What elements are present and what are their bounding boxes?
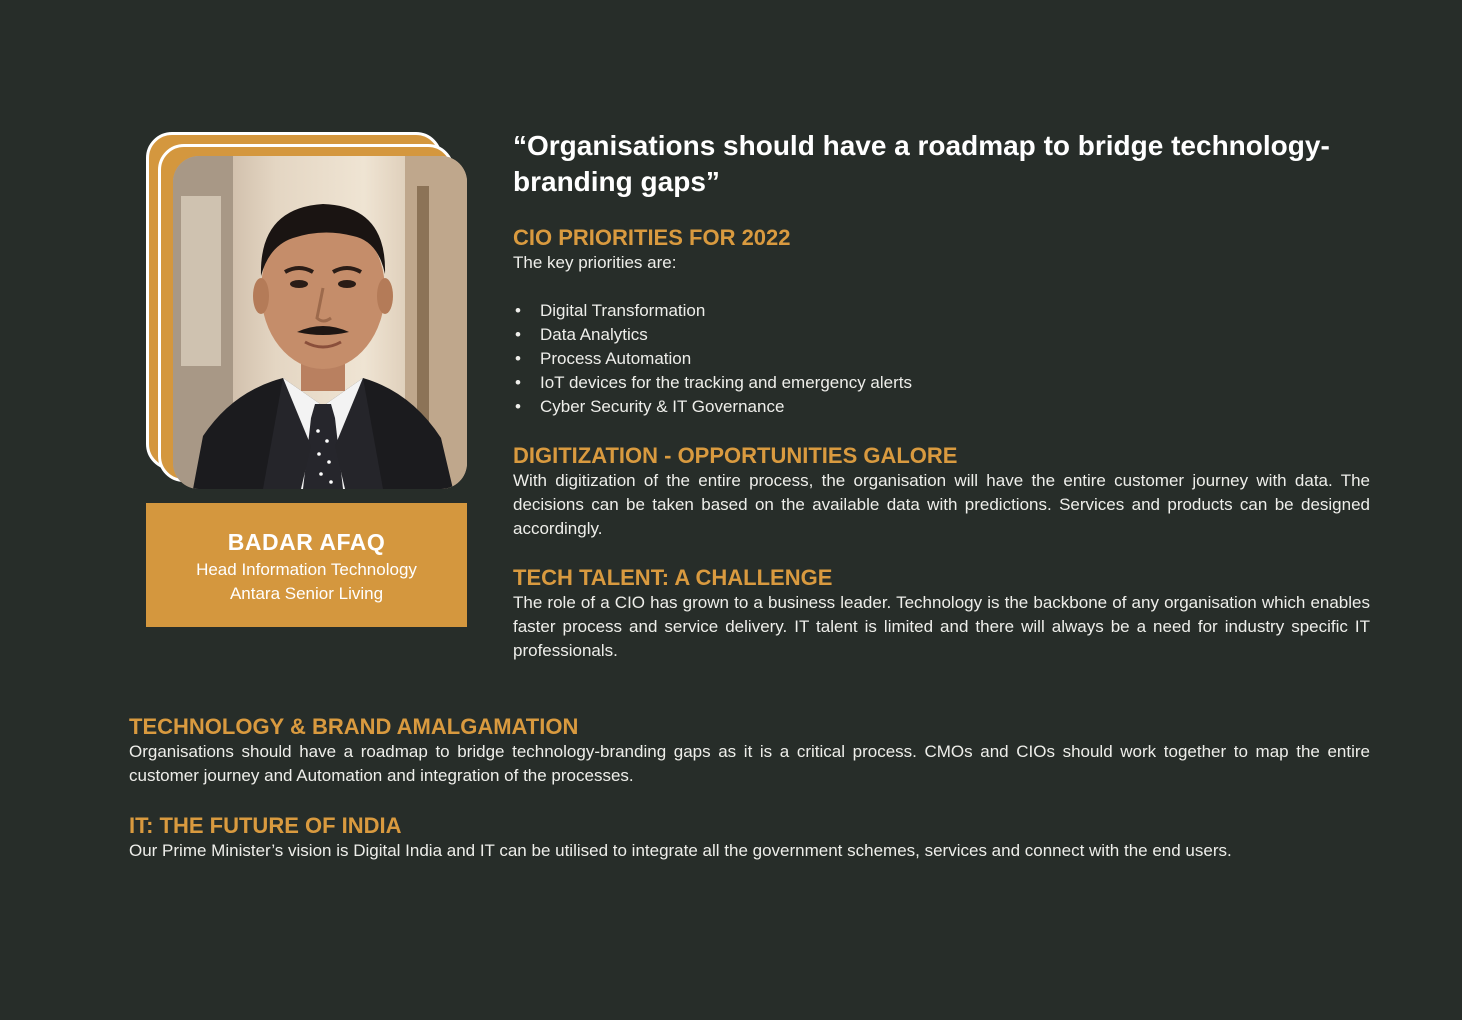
section-tech-talent xyxy=(513,565,1370,663)
profile-role: Head Information Technology xyxy=(196,560,417,579)
section-heading: IT: THE FUTURE OF INDIA xyxy=(129,813,402,838)
portrait-photo xyxy=(173,156,467,489)
section-heading: DIGITIZATION - OPPORTUNITIES GALORE xyxy=(513,443,958,468)
section-future-india xyxy=(129,813,1370,863)
section-body: Our Prime Minister’s vision is Digital India and IT can be utilised to integrate all the government schemes, services and connect with the end users. xyxy=(129,841,1232,860)
list-item: • IoT devices for the tracking and emergency alerts xyxy=(513,371,1373,395)
section-body: The role of a CIO has grown to a business leader. Technology is the backbone of any organisation which enables faster process and service delivery. IT talent is limited and there will always be a need for industry specific IT professionals. xyxy=(513,593,1370,660)
section-heading: TECHNOLOGY & BRAND AMALGAMATION xyxy=(129,714,579,739)
section-intro: The key priorities are: xyxy=(513,253,677,272)
section-heading: CIO PRIORITIES FOR 2022 xyxy=(513,225,791,250)
profile-name: BADAR AFAQ xyxy=(227,529,386,555)
list-item: • Process Automation xyxy=(513,347,1373,371)
list-item: • Cyber Security & IT Governance xyxy=(513,395,1373,419)
section-cio-priorities xyxy=(513,225,1373,419)
section-amalgamation xyxy=(129,714,1370,788)
section-body: With digitization of the entire process, the organisation will have the entire customer journey with data. The decisions can be taken based on the available data with predictions. Services and products can be designed accordingly. xyxy=(513,471,1370,538)
profile-organisation: Antara Senior Living xyxy=(229,584,384,603)
list-item: • Data Analytics xyxy=(513,323,1373,347)
section-body: Organisations should have a roadmap to bridge technology-branding gaps as it is a critical process. CMOs and CIOs should work together to map the entire customer journey and Automation and integration of the processes. xyxy=(129,742,1370,785)
bullet-icon: • xyxy=(515,373,521,392)
list-item: • Digital Transformation xyxy=(513,299,1373,323)
bullet-icon: • xyxy=(515,325,521,344)
pull-quote: “Organisations should have a roadmap to bridge technology-branding gaps” xyxy=(513,130,1330,197)
priorities-list xyxy=(513,299,1373,419)
section-digitization xyxy=(513,443,1370,541)
section-heading: TECH TALENT: A CHALLENGE xyxy=(513,565,833,590)
profile-photo-stack xyxy=(146,132,468,490)
bullet-icon: • xyxy=(515,397,521,416)
bullet-icon: • xyxy=(515,301,521,320)
bullet-icon: • xyxy=(515,349,521,368)
profile-namecard xyxy=(146,503,467,627)
